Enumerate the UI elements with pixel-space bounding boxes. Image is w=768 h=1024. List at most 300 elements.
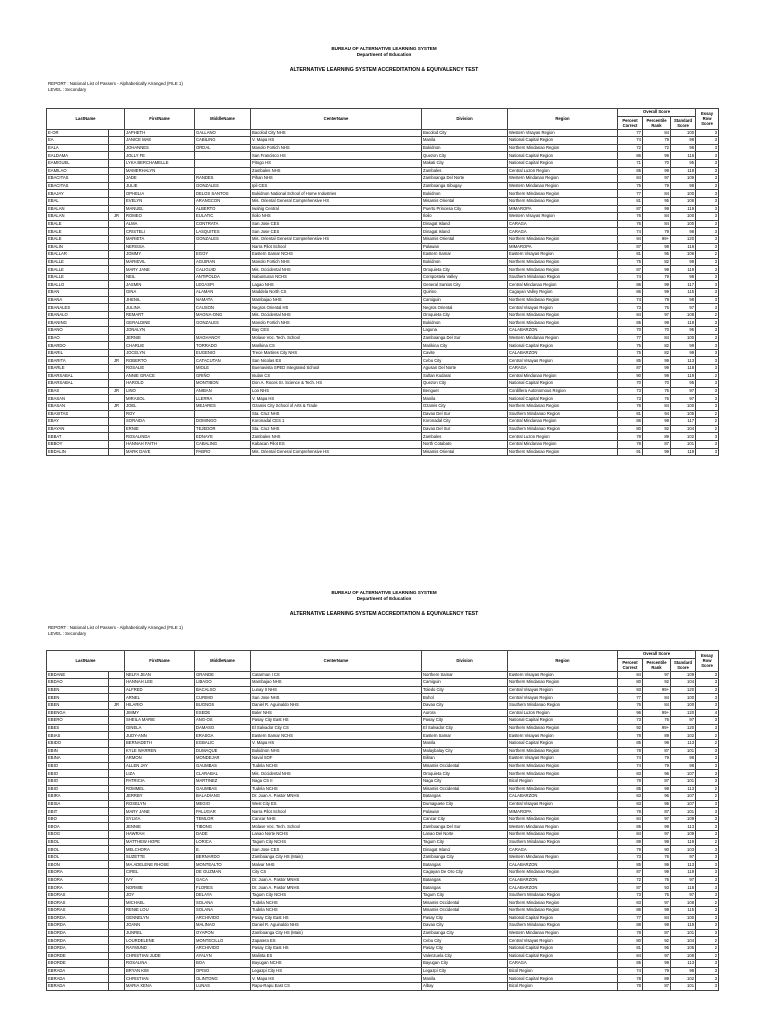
cell-firstname: BRYAN KIM xyxy=(125,967,195,975)
cell-standard-score: 109 xyxy=(671,815,696,823)
cell-essay-score: 3 xyxy=(696,846,719,854)
cell-middlename: ARANGCON xyxy=(195,197,251,205)
cell-percent-correct: 78 xyxy=(618,747,643,755)
cell-essay-score: 2 xyxy=(696,739,719,747)
cell-percent-correct: 90 xyxy=(618,372,643,380)
cell-centername: West City ES xyxy=(251,800,422,808)
cell-essay-score: 3 xyxy=(696,395,719,403)
cell-lastname: EBDALIN xyxy=(47,448,109,456)
cell-centername: San Jose CES xyxy=(251,846,422,854)
cell-lastname: EBISA xyxy=(47,800,109,808)
cell-middlename: CATACUTAN xyxy=(195,357,251,365)
cell-centername: Tudela NCHS xyxy=(251,785,422,793)
cell-centername: Bukidnon NHS xyxy=(251,747,422,755)
cell-suffix xyxy=(109,686,125,694)
cell-standard-score: 101 xyxy=(671,747,696,755)
cell-middlename: TEJEDOR xyxy=(195,425,251,433)
table-row xyxy=(47,724,719,732)
cell-suffix xyxy=(109,266,125,274)
cell-percent-correct: 73 xyxy=(618,387,643,395)
cell-centername: Zambales NHS xyxy=(251,433,422,441)
table-row xyxy=(47,159,719,167)
cell-region: Cagayan Valley Region xyxy=(508,289,618,297)
cell-percentile-rank: 70 xyxy=(643,327,671,335)
cell-standard-score: 109 xyxy=(671,175,696,183)
cell-firstname: JHENIL xyxy=(125,296,195,304)
cell-middlename: MEGIO xyxy=(195,800,251,808)
cell-suffix xyxy=(109,342,125,350)
cell-division: Iloilo xyxy=(422,213,508,221)
cell-percent-correct: 86 xyxy=(618,418,643,426)
table-row xyxy=(47,395,719,403)
cell-lastname: EBACITAS xyxy=(47,182,109,190)
cell-standard-score: 95 xyxy=(671,159,696,167)
cell-essay-score: 3 xyxy=(696,770,719,778)
cell-percentile-rank: 99 xyxy=(643,907,671,915)
report-meta xyxy=(48,625,768,636)
cell-region: National Capital Region xyxy=(508,159,618,167)
cell-firstname: LOURDELENE xyxy=(125,937,195,945)
table-row xyxy=(47,304,719,312)
cell-division: Misamis Occidental xyxy=(422,907,508,915)
cell-region: Bicol Region xyxy=(508,777,618,785)
cell-percentile-rank: 97 xyxy=(643,899,671,907)
cell-region: Bicol Region xyxy=(508,967,618,975)
cell-region: Western Mindanao Region xyxy=(508,823,618,831)
cell-lastname: EBORA xyxy=(47,876,109,884)
cell-percent-correct: 70 xyxy=(618,327,643,335)
cell-percentile-rank: 97 xyxy=(643,311,671,319)
cell-division: Manila xyxy=(422,739,508,747)
cell-percent-correct: 85 xyxy=(618,823,643,831)
cell-percentile-rank: 99 xyxy=(643,357,671,365)
cell-lastname: EBANO xyxy=(47,327,109,335)
cell-centername: Manolo Fortich NHS xyxy=(251,258,422,266)
cell-suffix xyxy=(109,944,125,952)
cell-division: Zamboanga Del Sur xyxy=(422,823,508,831)
cell-standard-score: 98 xyxy=(671,273,696,281)
cell-percentile-rank: 79 xyxy=(643,273,671,281)
cell-percent-correct: 84 xyxy=(618,311,643,319)
table-row xyxy=(47,717,719,725)
cell-centername: Manolo Fortich NHS xyxy=(251,319,422,327)
cell-firstname: GERALDINE xyxy=(125,319,195,327)
cell-lastname: EAMIGUEL xyxy=(47,159,109,167)
cell-essay-score: 2 xyxy=(696,372,719,380)
cell-percent-correct: 81 xyxy=(618,944,643,952)
table-row xyxy=(47,273,719,281)
cell-firstname: CHARLIE xyxy=(125,342,195,350)
cell-division: Misamis Occidental xyxy=(422,785,508,793)
cell-firstname: ALMA xyxy=(125,220,195,228)
cell-middlename: CALIGUID xyxy=(195,266,251,274)
cell-division: Misamis Oriental xyxy=(422,197,508,205)
cell-middlename: PABRO xyxy=(195,448,251,456)
col-percent: Percent Correct xyxy=(618,658,643,671)
cell-firstname: ROSALINA xyxy=(125,960,195,968)
cell-suffix xyxy=(109,846,125,854)
cell-region: Central Visayas Region xyxy=(508,694,618,702)
cell-percent-correct: 71 xyxy=(618,159,643,167)
cell-division: Bayugan City xyxy=(422,960,508,968)
cell-division: Marikina City xyxy=(422,342,508,350)
cell-middlename: GONZALES xyxy=(195,235,251,243)
cell-essay-score: 3 xyxy=(696,884,719,892)
cell-middlename: BACALSO xyxy=(195,686,251,694)
table-row xyxy=(47,418,719,426)
bureau-title: BUREAU OF ALTERNATIVE LEARNING SYSTEM xyxy=(331,590,437,595)
cell-standard-score: 100 xyxy=(671,220,696,228)
cell-centername: Naga CS II xyxy=(251,777,422,785)
cell-centername: Malvar NHS xyxy=(251,861,422,869)
cell-middlename: MALINAO xyxy=(195,922,251,930)
cell-division: Cebu City xyxy=(422,937,508,945)
cell-essay-score: 3 xyxy=(696,190,719,198)
cell-suffix xyxy=(109,220,125,228)
cell-firstname: ALFRED xyxy=(125,686,195,694)
cell-essay-score: 3 xyxy=(696,137,719,145)
cell-region: Northern Mindanao Region xyxy=(508,785,618,793)
cell-middlename xyxy=(195,167,251,175)
cell-percent-correct: 85 xyxy=(618,960,643,968)
cell-division: Quezon City xyxy=(422,380,508,388)
cell-middlename: TIBONG xyxy=(195,823,251,831)
cell-percent-correct: 80 xyxy=(618,937,643,945)
cell-division: Quirino xyxy=(422,289,508,297)
cell-middlename xyxy=(195,159,251,167)
cell-middlename: EDNAYE xyxy=(195,433,251,441)
cell-division: Naga City xyxy=(422,777,508,785)
cell-lastname: EBORAS xyxy=(47,907,109,915)
cell-essay-score: 3 xyxy=(696,755,719,763)
cell-percentile-rank: 82 xyxy=(643,342,671,350)
cell-centername: Daniel R. Aguinaldo NHS xyxy=(251,922,422,930)
cell-region: Southern Mindanao Region xyxy=(508,425,618,433)
cell-lastname: EBASAN xyxy=(47,395,109,403)
bureau-title: BUREAU OF ALTERNATIVE LEARNING SYSTEM xyxy=(331,46,437,51)
cell-firstname: JOMMY xyxy=(125,251,195,259)
cell-percent-correct: 85 xyxy=(618,319,643,327)
cell-essay-score: 3 xyxy=(696,289,719,297)
cell-lastname: EBANING xyxy=(47,319,109,327)
cell-lastname: EBORDE xyxy=(47,952,109,960)
cell-suffix xyxy=(109,433,125,441)
cell-middlename: CURIMO xyxy=(195,694,251,702)
cell-essay-score: 2 xyxy=(696,793,719,801)
table-row xyxy=(47,671,719,679)
table-row xyxy=(47,755,719,763)
cell-standard-score: 103 xyxy=(671,846,696,854)
cell-firstname: ROBERTO xyxy=(125,357,195,365)
cell-lastname: EBORDA xyxy=(47,944,109,952)
cell-percent-correct: 77 xyxy=(618,190,643,198)
cell-percent-correct: 74 xyxy=(618,296,643,304)
cell-firstname: HANNAH FAITH xyxy=(125,440,195,448)
cell-centername: Lanao Norte NCHS xyxy=(251,831,422,839)
cell-lastname: EBALLE xyxy=(47,266,109,274)
cell-middlename: NAMATA xyxy=(195,296,251,304)
cell-percent-correct: 77 xyxy=(618,694,643,702)
cell-suffix xyxy=(109,975,125,983)
cell-firstname: MARK DAVE xyxy=(125,448,195,456)
cell-division: Zamboanga Del Sur xyxy=(422,334,508,342)
cell-suffix xyxy=(109,709,125,717)
cell-percent-correct: 84 xyxy=(618,671,643,679)
cell-lastname: EBARITA xyxy=(47,357,109,365)
cell-middlename: E. xyxy=(195,846,251,854)
cell-suffix xyxy=(109,724,125,732)
cell-firstname: MELCHORA xyxy=(125,846,195,854)
cell-percent-correct: 76 xyxy=(618,213,643,221)
cell-centername: Naval SOF xyxy=(251,755,422,763)
cell-division: Agusan Del Norte xyxy=(422,365,508,373)
cell-lastname: EBIT xyxy=(47,808,109,816)
cell-centername: Maddela North CS xyxy=(251,289,422,297)
cell-percent-correct: 75 xyxy=(618,342,643,350)
cell-lastname: EBEN xyxy=(47,701,109,709)
cell-percent-correct: 87 xyxy=(618,869,643,877)
cell-percentile-rank: 95 xyxy=(643,197,671,205)
cell-lastname: EBALAN xyxy=(47,213,109,221)
cell-division: Negros Oriental xyxy=(422,304,508,312)
cell-standard-score: 97 xyxy=(671,387,696,395)
cell-percent-correct: 74 xyxy=(618,762,643,770)
cell-percent-correct: 87 xyxy=(618,266,643,274)
cell-middlename: DAMASO xyxy=(195,724,251,732)
table-row xyxy=(47,831,719,839)
cell-region: Northern Mindanao Region xyxy=(508,869,618,877)
cell-firstname: ROSALINDA xyxy=(125,433,195,441)
cell-middlename: CLARABAL xyxy=(195,770,251,778)
cell-centername: Trece Martires City NHS xyxy=(251,349,422,357)
cell-lastname: EBON xyxy=(47,861,109,869)
cell-lastname: EBENGA xyxy=(47,709,109,717)
cell-percent-correct: 86 xyxy=(618,281,643,289)
table-row xyxy=(47,982,719,990)
table-row xyxy=(47,853,719,861)
cell-centername: Molave Voc. Tech. School xyxy=(251,823,422,831)
cell-centername: Mis. Oriental General Comprehensive HS xyxy=(251,448,422,456)
table-row xyxy=(47,785,719,793)
cell-centername: San Jose CES xyxy=(251,220,422,228)
cell-standard-score: 113 xyxy=(671,739,696,747)
cell-lastname: EBRADA xyxy=(47,967,109,975)
cell-middlename: GRANDE xyxy=(195,671,251,679)
cell-percentile-rank: 72 xyxy=(643,144,671,152)
cell-region: Western Mindanao Region xyxy=(508,853,618,861)
cell-lastname: EAMILAO xyxy=(47,167,109,175)
cell-percentile-rank: 97 xyxy=(643,831,671,839)
cell-lastname: EBALLO xyxy=(47,281,109,289)
cell-percent-correct: 73 xyxy=(618,304,643,312)
cell-percentile-rank: 89 xyxy=(643,975,671,983)
cell-centername: Zamboanga City HS (Main) xyxy=(251,853,422,861)
cell-firstname: JERRBY xyxy=(125,793,195,801)
cell-percent-correct: 75 xyxy=(618,182,643,190)
cell-standard-score: 101 xyxy=(671,777,696,785)
cell-lastname: EBOG xyxy=(47,831,109,839)
cell-division: Dumaguete City xyxy=(422,800,508,808)
cell-suffix xyxy=(109,679,125,687)
cell-standard-score: 120 xyxy=(671,235,696,243)
cell-percent-correct: 87 xyxy=(618,205,643,213)
cell-suffix xyxy=(109,137,125,145)
cell-suffix xyxy=(109,982,125,990)
cell-centername: V. Mapa HS xyxy=(251,395,422,403)
table-row xyxy=(47,440,719,448)
cell-region: Western Mindanao Region xyxy=(508,175,618,183)
cell-region: Central Luzon Region xyxy=(508,433,618,441)
cell-essay-score: 3 xyxy=(696,220,719,228)
passers-table xyxy=(46,650,719,991)
cell-suffix xyxy=(109,228,125,236)
cell-suffix xyxy=(109,823,125,831)
cell-essay-score: 3 xyxy=(696,914,719,922)
cell-essay-score: 3 xyxy=(696,281,719,289)
cell-centername: El Salvador City CS xyxy=(251,724,422,732)
cell-middlename: LEGASPI xyxy=(195,281,251,289)
cell-firstname: ROMEO xyxy=(125,213,195,221)
cell-centername: Zapatera ES xyxy=(251,937,422,945)
cell-division: Zambales xyxy=(422,167,508,175)
table-row xyxy=(47,967,719,975)
cell-essay-score: 3 xyxy=(696,717,719,725)
col-essay: Essay Row Score xyxy=(696,109,719,130)
cell-region: CARAGA xyxy=(508,228,618,236)
cell-percent-correct: 84 xyxy=(618,815,643,823)
cell-standard-score: 119 xyxy=(671,838,696,846)
cell-standard-score: 115 xyxy=(671,907,696,915)
cell-firstname: IVY xyxy=(125,876,195,884)
cell-firstname: ANNIE GRACE xyxy=(125,372,195,380)
cell-lastname: EBEN xyxy=(47,686,109,694)
cell-percent-correct: 85 xyxy=(618,167,643,175)
cell-middlename: LLERRA xyxy=(195,395,251,403)
cell-suffix xyxy=(109,159,125,167)
cell-suffix xyxy=(109,182,125,190)
table-row xyxy=(47,869,719,877)
cell-firstname: MARIA XENA xyxy=(125,982,195,990)
cell-region: CARAGA xyxy=(508,220,618,228)
cell-suffix xyxy=(109,190,125,198)
cell-middlename: BOA xyxy=(195,960,251,968)
cell-standard-score: 98 xyxy=(671,137,696,145)
cell-division: Eastern Samar xyxy=(422,251,508,259)
cell-division: Compostela Valley xyxy=(422,273,508,281)
cell-suffix xyxy=(109,281,125,289)
cell-division: Oroquieta City xyxy=(422,770,508,778)
cell-essay-score: 3 xyxy=(696,975,719,983)
table-row xyxy=(47,319,719,327)
cell-percentile-rank: 76 xyxy=(643,304,671,312)
cell-percentile-rank: 87 xyxy=(643,747,671,755)
col-percentile: Percentile Rank xyxy=(643,116,671,129)
cell-suffix xyxy=(109,365,125,373)
table-row xyxy=(47,808,719,816)
cell-region: National Capital Region xyxy=(508,952,618,960)
table-row xyxy=(47,402,719,410)
cell-lastname: EBASAN xyxy=(47,402,109,410)
cell-lastname: EBDANE xyxy=(47,671,109,679)
cell-lastname: EBANALO xyxy=(47,311,109,319)
cell-middlename: ERASGA xyxy=(195,732,251,740)
cell-region: Northern Mindanao Region xyxy=(508,448,618,456)
cell-region: Southern Mindanao Region xyxy=(508,838,618,846)
cell-suffix xyxy=(109,762,125,770)
cell-essay-score: 3 xyxy=(696,159,719,167)
cell-firstname: ERNIE xyxy=(125,425,195,433)
cell-division: Oroquieta City xyxy=(422,311,508,319)
cell-lastname: EBORA xyxy=(47,869,109,877)
col-percentile: Percentile Rank xyxy=(643,658,671,671)
cell-suffix xyxy=(109,319,125,327)
cell-percentile-rank: 79 xyxy=(643,967,671,975)
cell-firstname: JIMMY xyxy=(125,709,195,717)
cell-essay-score: 3 xyxy=(696,402,719,410)
cell-essay-score: 3 xyxy=(696,152,719,160)
col-division: Division xyxy=(422,651,508,672)
cell-centername: Narra Pilot School xyxy=(251,808,422,816)
cell-suffix xyxy=(109,273,125,281)
table-row xyxy=(47,876,719,884)
table-row xyxy=(47,251,719,259)
cell-suffix xyxy=(109,243,125,251)
cell-firstname: MATTHEW HOPE xyxy=(125,838,195,846)
cell-percent-correct: 76 xyxy=(618,701,643,709)
cell-standard-score: 120 xyxy=(671,686,696,694)
cell-standard-score: 98 xyxy=(671,228,696,236)
cell-firstname: MAMERHALYN xyxy=(125,167,195,175)
cell-firstname: ALLEN JAY xyxy=(125,762,195,770)
cell-division: Davao City xyxy=(422,701,508,709)
cell-percentile-rank: 76 xyxy=(643,387,671,395)
cell-essay-score: 2 xyxy=(696,785,719,793)
cell-percentile-rank: 96 xyxy=(643,800,671,808)
cell-percent-correct: 87 xyxy=(618,243,643,251)
cell-lastname: EBALE xyxy=(47,228,109,236)
cell-standard-score: 119 xyxy=(671,205,696,213)
cell-division: Davao Del Sur xyxy=(422,425,508,433)
table-row xyxy=(47,213,719,221)
cell-division: Oroquieta City xyxy=(422,266,508,274)
cell-centername: Iloilo NHS xyxy=(251,213,422,221)
cell-region: Northern Mindanao Region xyxy=(508,402,618,410)
cell-percent-correct: 74 xyxy=(618,967,643,975)
cell-suffix xyxy=(109,907,125,915)
cell-region: CALABARZON xyxy=(508,349,618,357)
cell-firstname: PATRICIA xyxy=(125,777,195,785)
cell-essay-score: 2 xyxy=(696,251,719,259)
cell-percentile-rank: 87 xyxy=(643,982,671,990)
cell-centername: Mis. Oriental General Comprehensive HS xyxy=(251,235,422,243)
cell-standard-score: 113 xyxy=(671,960,696,968)
cell-standard-score: 104 xyxy=(671,679,696,687)
cell-standard-score: 100 xyxy=(671,402,696,410)
table-row xyxy=(47,137,719,145)
cell-standard-score: 106 xyxy=(671,944,696,952)
cell-lastname: EBALAN xyxy=(47,205,109,213)
cell-region: Northern Mindanao Region xyxy=(508,747,618,755)
cell-suffix xyxy=(109,425,125,433)
cell-division: General Santos City xyxy=(422,281,508,289)
cell-division: Northern Samar xyxy=(422,671,508,679)
cell-percent-correct: 77 xyxy=(618,914,643,922)
cell-centername: Pasay City East HS xyxy=(251,717,422,725)
cell-essay-score: 2 xyxy=(696,311,719,319)
cell-suffix xyxy=(109,739,125,747)
cell-division: Pasay City xyxy=(422,717,508,725)
table-row xyxy=(47,365,719,373)
